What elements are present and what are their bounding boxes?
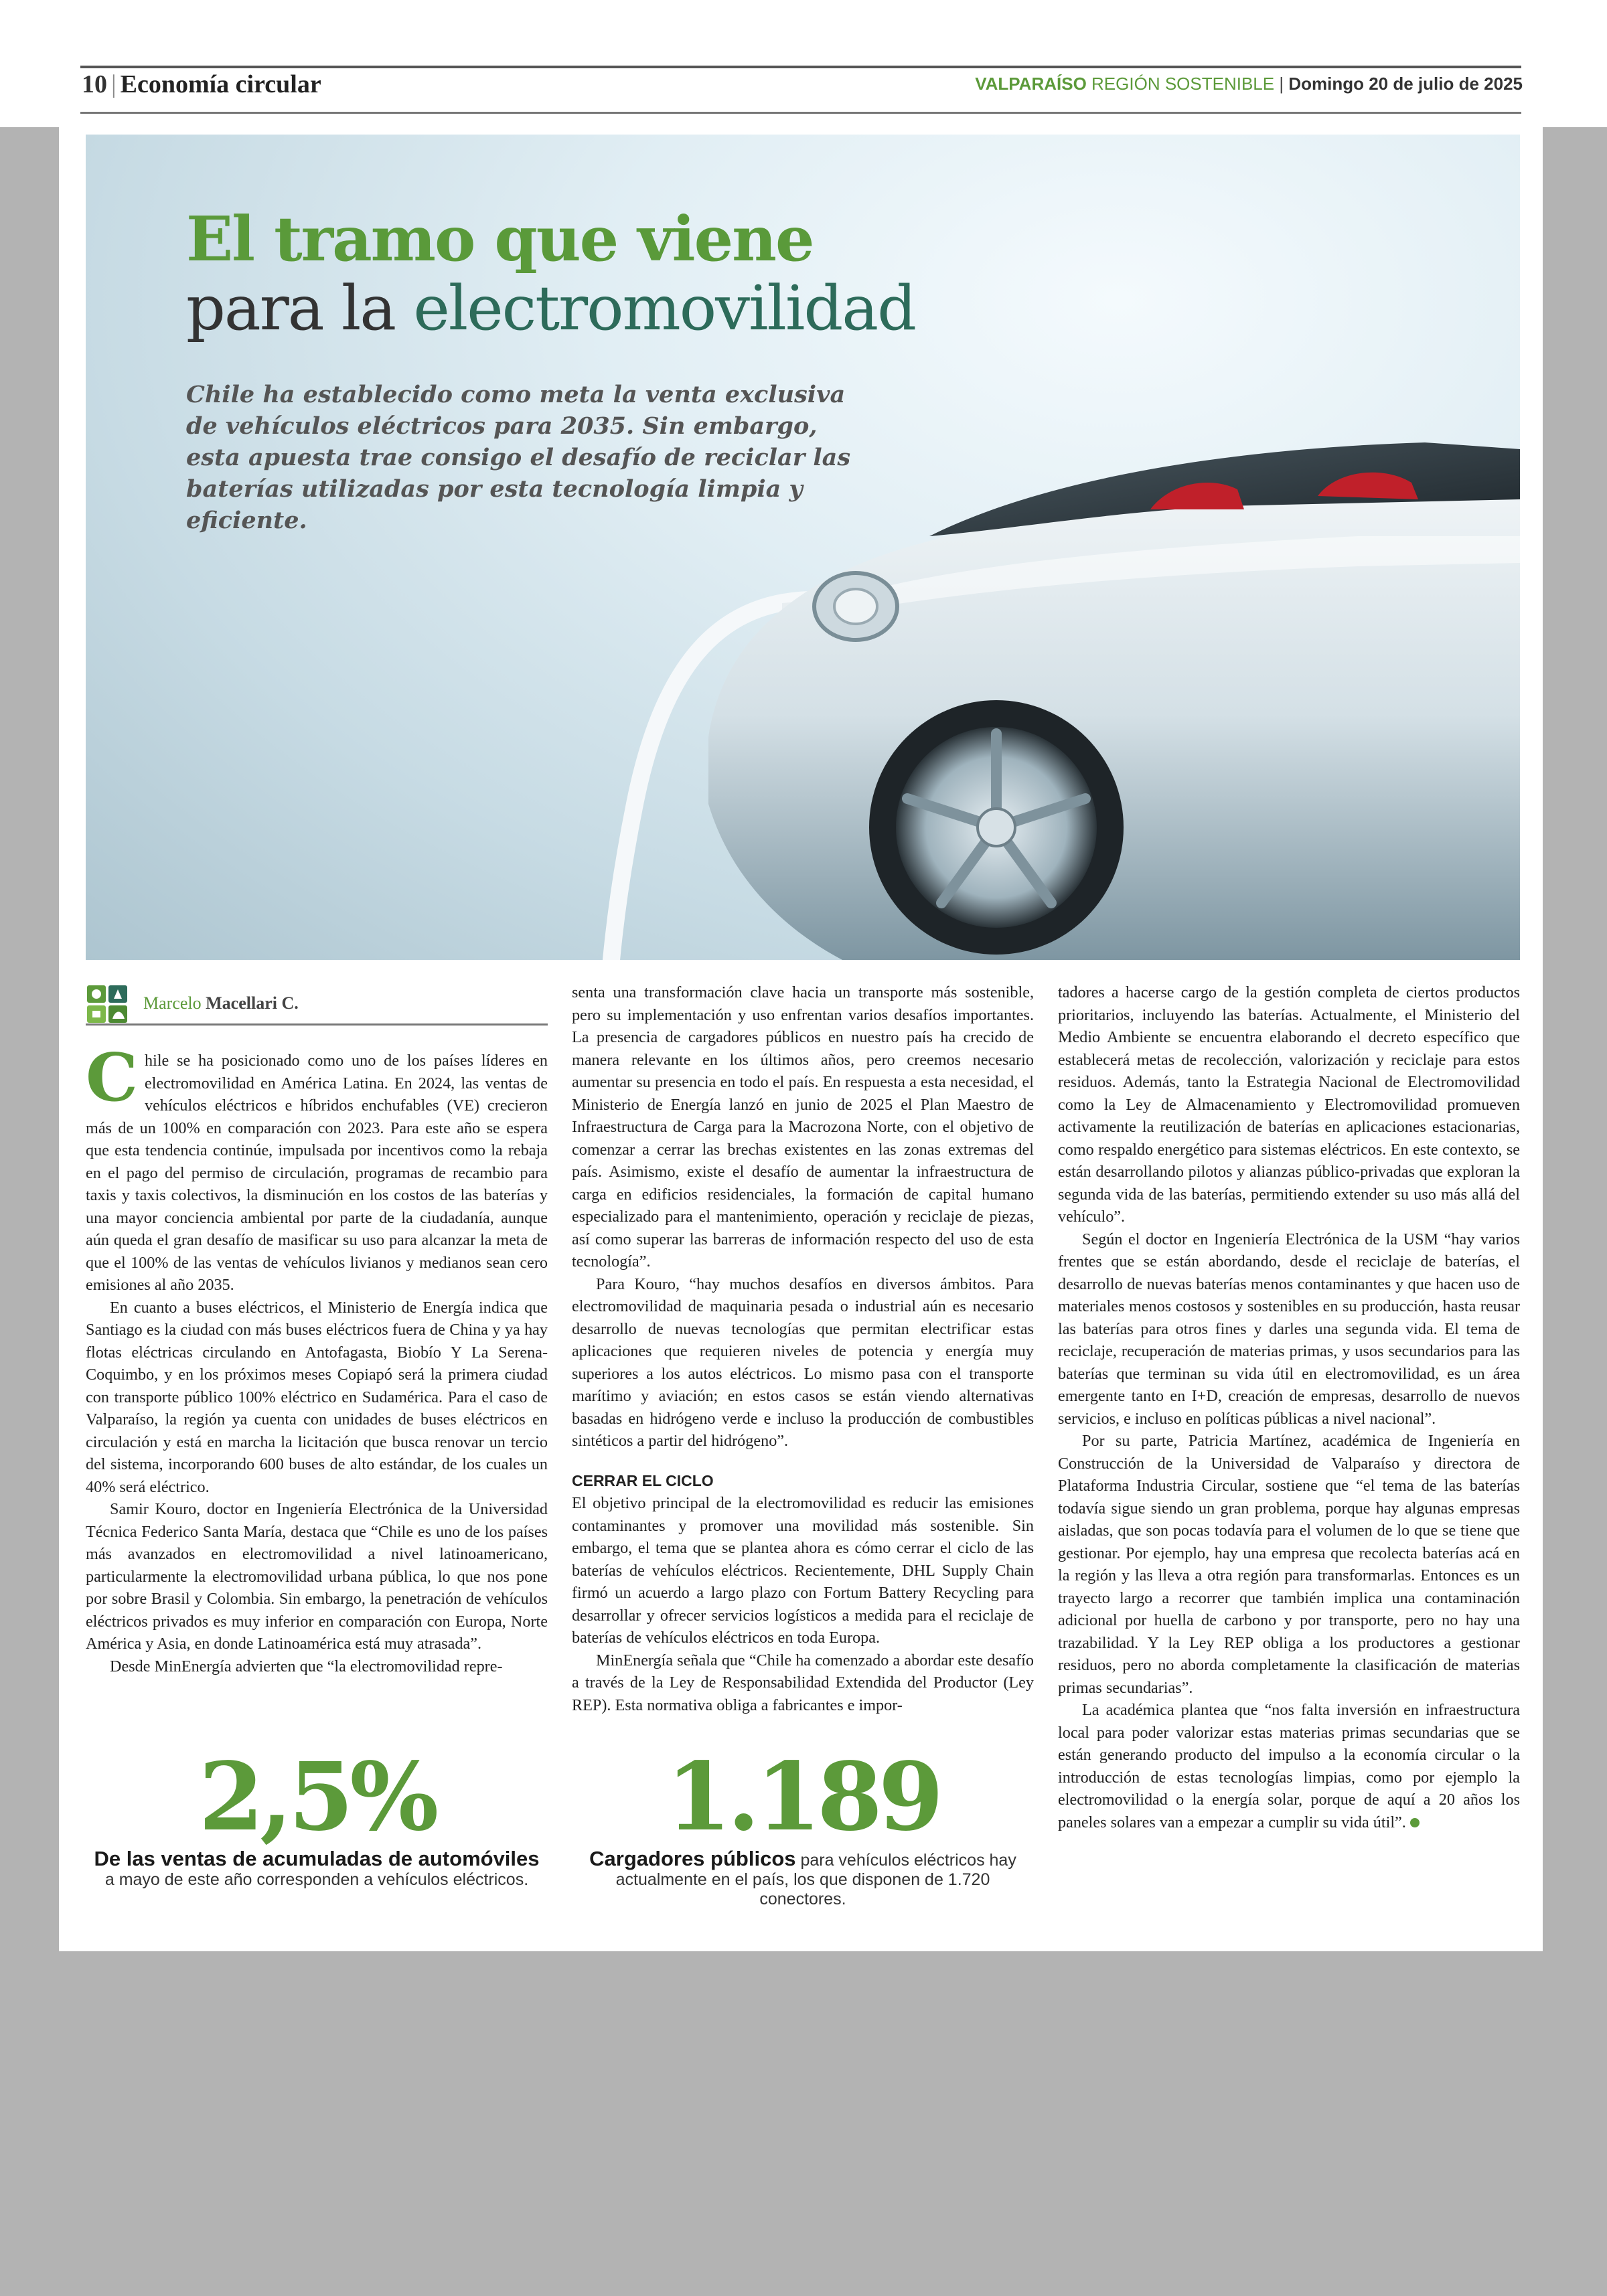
section-name: Economía circular	[120, 70, 321, 98]
end-mark-icon	[1410, 1818, 1420, 1827]
folio	[82, 70, 321, 99]
masthead-info	[975, 74, 1523, 94]
region-sostenible-logo	[86, 984, 130, 1026]
stat-detail: para vehículos eléctricos hay actualmente en el país, los que disponen de 1.720 conectores.	[615, 1851, 1016, 1908]
headline-line-2-keyword: electromovilidad	[413, 272, 916, 344]
header-bottom-rule	[80, 112, 1521, 114]
stat-value: 1.189	[666, 1742, 940, 1852]
article-paragraph: Desde MinEnergía advierten que “la electromovilidad repre-	[110, 1657, 503, 1675]
article-page	[59, 127, 1543, 1951]
paragraph-text: hile se ha posicionado como uno de los países líderes en electromovilidad en América Latina. En 2024, las ventas de vehículos eléctricos e híbridos enchufables (VE) crecieron más de un 100% en comparación con 2023. Para este año se espera que esta tendencia continúe, impulsada por incentivos como la rebaja en el pago del permiso de circulación, programas de recambio para taxis y taxis colectivos, la disminución en los costos de las baterías y una mayor conciencia ambiental por parte de la ciudadanía, aunque aún queda el gran desafío de masificar su uso para alcanzar la meta de que el 100% de las ventas de vehículos livianos y medianos sean cero emisiones al año 2035.	[86, 1052, 548, 1294]
article-paragraph: El objetivo principal de la electromovilidad es reducir las emisiones contaminantes y promover una movilidad más sostenible. Sin embargo, el tema que se plantea ahora es cómo cerrar el ciclo de las baterías de vehículos eléctricos. Recientemente, DHL Supply Chain firmó un acuerdo a largo plazo con Fortum Battery Recycling para desarrollar y ofrecer servicios logísticos a medida para el reciclaje de baterías de vehículos eléctricos en toda Europa.	[572, 1494, 1034, 1647]
masthead-divider: |	[1279, 74, 1284, 94]
article-paragraph	[1058, 1699, 1520, 1833]
stat-label: De las ventas de acumuladas de automóviles	[94, 1847, 540, 1870]
stat-description	[572, 1849, 1034, 1909]
author-first-name: Marcelo	[143, 993, 206, 1013]
article-paragraph: Por su parte, Patricia Martínez, académica de Ingeniería en Construcción de la Universidad de Valparaíso y directora de Plataforma Industria Circular, sostiene que “el tema de las baterías todavía sigue siendo un gran problema, porque hay algunas empresas aisladas, que son pocas todavía para el volumen de lo que se tiene que gestionar. Por ejemplo, hay una empresa que recolecta baterías acá en la región y las lleva a otra región para transformarlas. Entonces es un trayecto largo a recorrer que también implica una contaminación adicional por huella de carbono y por transporte, pero no hay una trazabilidad. Y la Ley REP obliga a los productores a gestionar residuos, pero no aborda completamente la clasificación de materias primas secundarias”.	[1058, 1432, 1520, 1697]
article-paragraph	[86, 1040, 548, 1297]
stat-description	[86, 1849, 548, 1890]
section-subhead: CERRAR EL CICLO	[572, 1471, 714, 1489]
article-column-3	[1058, 981, 1520, 1833]
brand-subtitle: REGIÓN SOSTENIBLE	[1091, 74, 1275, 94]
page-number: 10	[82, 70, 107, 98]
article-paragraph: Para Kouro, “hay muchos desafíos en diversos ámbitos. Para electromovilidad de maquinaria pesada o industrial aún es necesario desarrollo de nuevas tecnologías que permitan electrificar estas aplicaciones que requieren niveles de potencia y energía muy superiores a los autos eléctricos. Lo mismo pasa con el transporte marítimo y aviación; en estos casos se están viendo alternativas basadas en hidrógeno verde e incluso la producción de combustibles sintéticos a partir del hidrógeno”.	[572, 1275, 1034, 1450]
article-dek: Chile ha establecido como meta la venta exclusiva de vehículos eléctricos para 2035. Sin embargo, esta apuesta trae consigo el desafío de reciclar las baterías utilizadas por esta tecnología limpia y eficiente.	[186, 381, 851, 534]
stat-value: 2,5%	[198, 1742, 435, 1852]
issue-date: Domingo 20 de julio de 2025	[1288, 74, 1523, 94]
newspaper-header	[0, 0, 1607, 127]
headline-line-1: El tramo que viene	[186, 203, 814, 275]
brand-name: VALPARAÍSO	[975, 74, 1087, 94]
headline	[186, 204, 915, 343]
folio-divider: |	[111, 70, 117, 98]
article-column-2	[572, 981, 1034, 1716]
header-top-rule	[80, 66, 1521, 68]
headline-line-2	[186, 274, 915, 343]
paragraph-text: La académica plantea que “nos falta inversión en infraestructura local para poder valorizar estas materias primas secundarias que se están generando producto del impulso a la economía circular o la introducción de estas tecnologías limpias, como por ejemplo la electromovilidad o la energía solar, porque de aquí a 20 años los paneles solares van a empezar a cumplir su vida útil”.	[1058, 1701, 1520, 1831]
byline	[86, 984, 548, 1026]
stat-box-ev-sales	[86, 1742, 548, 1890]
article-paragraph: Según el doctor en Ingeniería Electrónica de la USM “hay varios frentes que se están abordando, desde el reciclaje de baterías, el desarrollo de nuevas baterías menos contaminantes y que hacen uso de materiales menos costosos y sostenibles en su producción, hasta reusar las baterías para otros fines y darles una segunda vida. El tema de reciclaje, recuperación de materias primas, y usos secundarios para las baterías que terminan su vida útil en electromovilidad, es un área emergente tanto en I+D, creación de empresas, desarrollo de nuevos servicios, e incluso en políticas públicas a nivel nacional”.	[1058, 1230, 1520, 1428]
author-last-name: Macellari C.	[206, 993, 299, 1013]
article-paragraph: En cuanto a buses eléctricos, el Ministerio de Energía indica que Santiago es la ciudad con más buses eléctricos fuera de China y ya hay flotas eléctricas circulando en Antofagasta, Biobío Y La Serena-Coquimbo, y en los próximos meses Copiapó será la primera ciudad con transporte público 100% eléctrico en Sudamérica. Para el caso de Valparaíso, la región ya cuenta con unidades de buses eléctricos en circulación y está en marcha la licitación que busca renovar un tercio del sistema, incorporando 600 buses de alto estándar, de los cuales un 40% será eléctrico.	[86, 1298, 548, 1496]
article-column-1	[86, 1040, 548, 1677]
author-name	[143, 993, 299, 1013]
stat-detail: a mayo de este año corresponden a vehículos eléctricos.	[104, 1870, 529, 1889]
stat-box-chargers	[572, 1742, 1034, 1909]
drop-cap: C	[86, 1040, 138, 1117]
article-paragraph: senta una transformación clave hacia un transporte más sostenible, pero su implementación y uso enfrentan varios desafíos importantes. La presencia de cargadores públicos en nuestro país ha crecido de manera relevante en los últimos años, pero creemos necesario aumentar su presencia en todo el país. En respuesta a esta necesidad, el Ministerio de Energía lanzó en junio de 2025 el Plan Maestro de Infraestructura de Carga para la Macrozona Norte, con el objetivo de comenzar a cerrar las brechas existentes en las zonas extremas del país. Asimismo, existe el desafío de aumentar la infraestructura de carga en edificios residenciales, la formación de capital humano especializado para el mantenimiento, operación y reciclaje de piezas, así como superar las barreras de información respecto del uso de esta tecnología”.	[572, 983, 1034, 1270]
hero-image	[86, 135, 1520, 960]
stat-label: Cargadores públicos	[589, 1847, 796, 1870]
article-paragraph: Samir Kouro, doctor en Ingeniería Electrónica de la Universidad Técnica Federico Santa María, destaca que “Chile es uno de los países más avanzados en electromovilidad a nivel latinoamericano, particularmente la electromovilidad urbana pública, lo que nos pone por sobre Brasil y Colombia. Sin embargo, la penetración de vehículos eléctricos privados es muy inferior en comparación con Europa, Norte América y Asia, en donde Latinoamérica está muy atrasada”.	[86, 1500, 548, 1653]
article-paragraph: MinEnergía señala que “Chile ha comenzado a abordar este desafío a través de la Ley de Responsabilidad Extendida del Productor (Ley REP). Esta normativa obliga a fabricantes e impor-	[572, 1651, 1034, 1714]
headline-line-2-prefix: para la	[186, 272, 414, 344]
article-paragraph: tadores a hacerse cargo de la gestión completa de ciertos productos prioritarios, incluyendo las baterías. Actualmente, el Ministerio del Medio Ambiente se encuentra elaborando el decreto específico que establecerá metas de recolección, valorización y reciclaje para estos residuos. Además, tanto la Estrategia Nacional de Electromovilidad como la Ley de Almacenamiento y Electromovilidad promueven activamente la reutilización de baterías en aplicaciones estacionarias, como respaldo energético para sistemas eléctricos. En este contexto, se están desarrollando pilotos y alianzas público-privadas que exploran la segunda vida de las baterías, permitiendo extender su uso más allá del vehículo”.	[1058, 983, 1520, 1226]
